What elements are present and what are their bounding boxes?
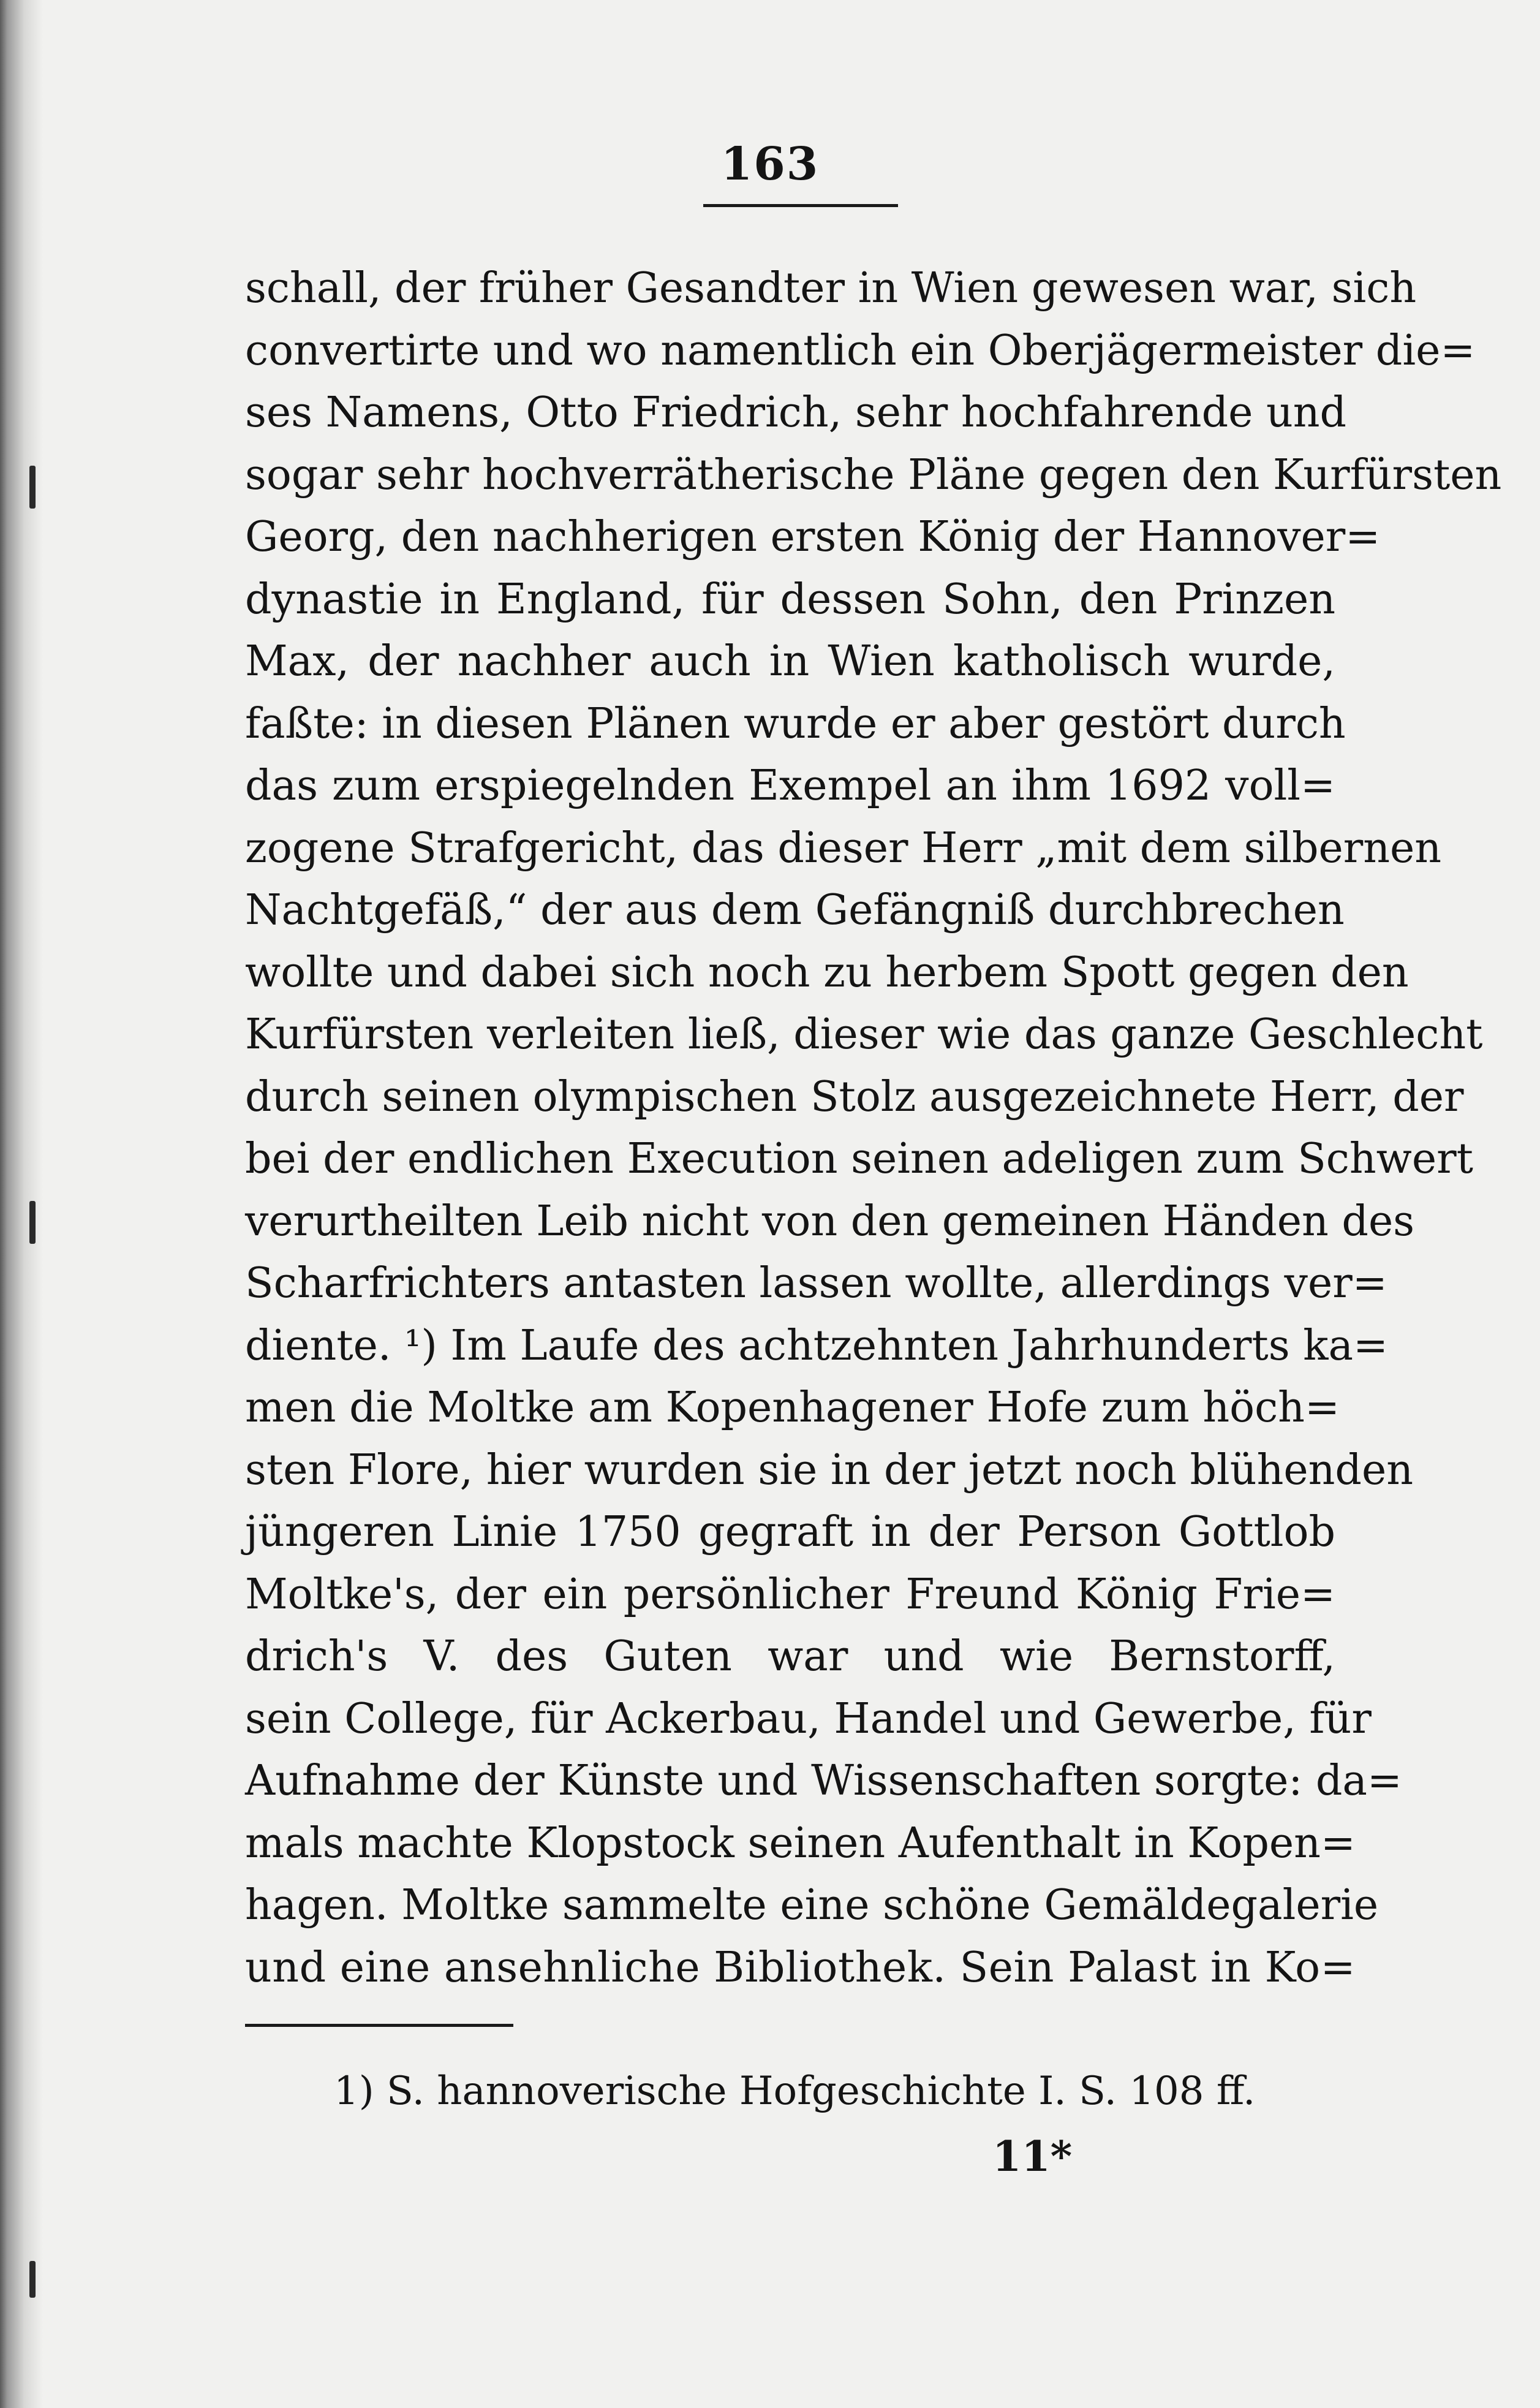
binding-mark-3 bbox=[29, 2261, 36, 2298]
text-line: sogar sehr hochverrätherische Pläne gegen den Kurfürsten bbox=[245, 450, 1502, 499]
text-line: hagen. Moltke sammelte eine schöne Gemäldegalerie bbox=[245, 1881, 1379, 1929]
text-line: Moltke's, der ein persönlicher Freund König Frie= bbox=[245, 1570, 1335, 1619]
text-line: zogene Strafgericht, das dieser Herr „mit dem silbernen bbox=[245, 823, 1442, 873]
body-text bbox=[245, 257, 1502, 1999]
text-line: das zum erspiegelnden Exempel an ihm 1692 voll= bbox=[245, 762, 1335, 810]
signature-mark: 11* bbox=[992, 2132, 1073, 2181]
text-line: faßte: in diesen Plänen wurde er aber gestört durch bbox=[245, 699, 1346, 748]
text-line: Scharfrichters antasten lassen wollte, allerdings ver= bbox=[245, 1259, 1387, 1308]
text-line: jüngeren Linie 1750 gegraft in der Person Gottlob bbox=[245, 1508, 1335, 1556]
text-line: wollte und dabei sich noch zu herbem Spott gegen den bbox=[245, 948, 1409, 997]
text-line: Kurfürsten verleiten ließ, dieser wie das ganze Geschlecht bbox=[245, 1010, 1483, 1059]
text-line: Aufnahme der Künste und Wissenschaften sorgte: da= bbox=[245, 1757, 1402, 1805]
text-line: schall, der früher Gesandter in Wien gewesen war, sich bbox=[245, 264, 1417, 312]
text-line: drich's V. des Guten war und wie Bernstorff, bbox=[245, 1632, 1335, 1681]
binding-mark-2 bbox=[29, 1201, 36, 1244]
binding-mark-1 bbox=[29, 466, 36, 509]
text-line: mals machte Klopstock seinen Aufenthalt in Kopen= bbox=[245, 1819, 1356, 1868]
text-line: durch seinen olympischen Stolz ausgezeichnete Herr, der bbox=[245, 1072, 1464, 1121]
text-line: verurtheilten Leib nicht von den gemeinen Händen des bbox=[245, 1197, 1415, 1246]
text-line: dynastie in England, für dessen Sohn, den Prinzen bbox=[245, 575, 1335, 624]
text-line: ses Namens, Otto Friedrich, sehr hochfahrende und bbox=[245, 388, 1347, 437]
footnote: 1) S. hannoverische Hofgeschichte I. S. 108 ff. bbox=[334, 2069, 1256, 2114]
text-line: convertirte und wo namentlich ein Oberjägermeister die= bbox=[245, 326, 1476, 375]
footnote-rule bbox=[245, 2024, 513, 2027]
text-line: bei der endlichen Execution seinen adeligen zum Schwert bbox=[245, 1135, 1473, 1183]
text-line: und eine ansehnliche Bibliothek. Sein Palast in Ko= bbox=[245, 1943, 1356, 1992]
page-binding-edge bbox=[0, 0, 43, 2408]
page-number: 163 bbox=[720, 138, 820, 191]
text-line: men die Moltke am Kopenhagener Hofe zum höch= bbox=[245, 1384, 1340, 1432]
text-line: Nachtgefäß,“ der aus dem Gefängniß durchbrechen bbox=[245, 886, 1345, 934]
text-line: Max, der nachher auch in Wien katholisch wurde, bbox=[245, 637, 1335, 686]
text-line: sten Flore, hier wurden sie in der jetzt noch blühenden bbox=[245, 1445, 1413, 1494]
text-line: diente. ¹) Im Laufe des achtzehnten Jahrhunderts ka= bbox=[245, 1321, 1388, 1370]
text-line: Georg, den nachherigen ersten König der Hannover= bbox=[245, 513, 1381, 561]
text-line: sein College, für Ackerbau, Handel und Gewerbe, für bbox=[245, 1694, 1372, 1743]
header-rule bbox=[703, 204, 898, 207]
